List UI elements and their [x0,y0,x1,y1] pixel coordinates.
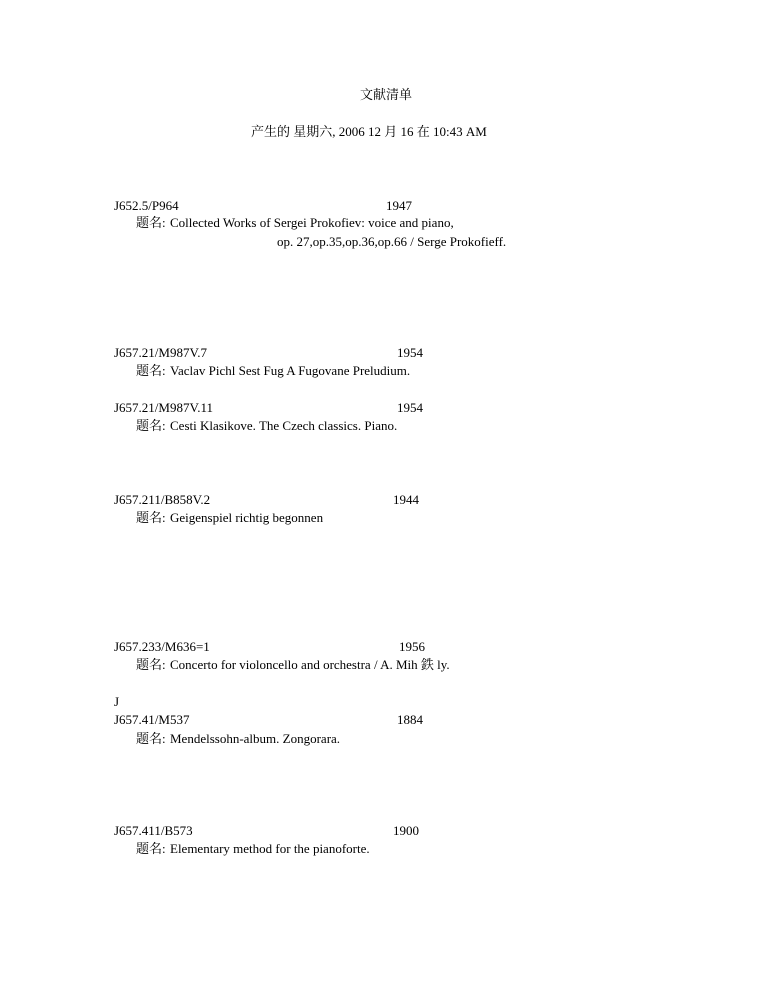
call-number: J657.21/M987V.11 [114,400,213,415]
publication-year: 1954 [397,400,423,415]
generated-timestamp: 产生的 星期六, 2006 12 月 16 在 10:43 AM [251,124,487,139]
record-title: Concerto for violoncello and orchestra / A. Mih 鉄 ly. [170,657,450,672]
call-number: J652.5/P964 [114,198,179,213]
title-label: 题名: [136,731,166,746]
record-title: Cesti Klasikove. The Czech classics. Piano. [170,418,398,433]
page-title: 文献清单 [360,87,413,102]
publication-year: 1947 [386,198,412,213]
publication-year: 1954 [397,345,423,360]
title-label: 题名: [136,510,166,525]
call-number: J657.21/M987V.7 [114,345,207,360]
call-number: J657.411/B573 [114,823,193,838]
call-number: J657.41/M537 [114,712,190,727]
record-title-continued: op. 27,op.35,op.36,op.66 / Serge Prokofieff. [277,234,507,249]
call-number: J657.211/B858V.2 [114,492,211,507]
record-title: Mendelssohn-album. Zongorara. [170,731,341,746]
title-label: 题名: [136,657,166,672]
call-number: J657.233/M636=1 [114,639,210,654]
record-title: Elementary method for the pianoforte. [170,841,370,856]
record-title: Geigenspiel richtig begonnen [170,510,324,525]
publication-year: 1944 [393,492,419,507]
publication-year: 1956 [399,639,425,654]
title-label: 题名: [136,841,166,856]
publication-year: 1900 [393,823,419,838]
record-title: Collected Works of Sergei Prokofiev: voice and piano, [170,215,454,230]
call-number-prefix: J [114,694,120,709]
publication-year: 1884 [397,712,423,727]
title-label: 题名: [136,418,166,433]
title-label: 题名: [136,215,166,230]
title-label: 题名: [136,363,166,378]
record-title: Vaclav Pichl Sest Fug A Fugovane Preludium. [170,363,411,378]
